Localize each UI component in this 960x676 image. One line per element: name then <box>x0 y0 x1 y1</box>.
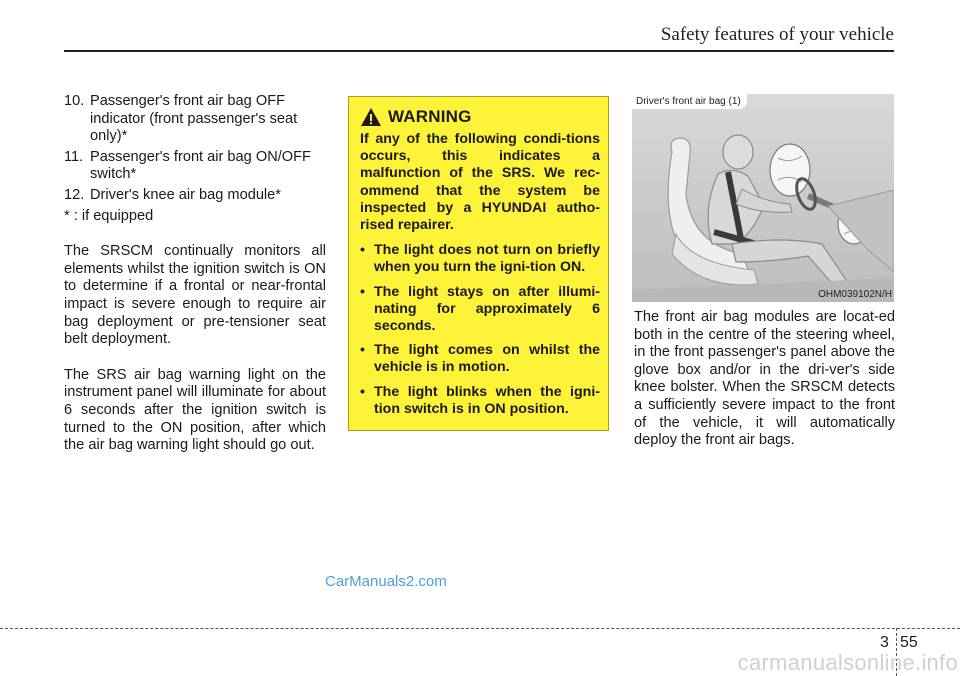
figure-caption: Driver's front air bag (1) <box>632 94 747 109</box>
list-item-number: 10. <box>64 93 85 109</box>
chapter-number: 3 <box>880 634 889 651</box>
header-title: Safety features of your vehicle <box>660 24 894 45</box>
front-airbag-paragraph: The front air bag modules are locat-ed both in the centre of the steering wheel, in the front passenger's panel above the glove box and/or in the dri-ver's side knee bolster. When the SRSCM detects a sufficiently severe impact to the front of the vehicle, it will automatically deploy the front air bags. <box>634 309 895 449</box>
left-column <box>64 93 326 455</box>
warning-list <box>360 242 600 418</box>
list-item-text: Driver's knee air bag module* <box>90 186 281 203</box>
warning-bullet: • The light blinks when the igni-tion switch is in ON position. <box>360 384 600 418</box>
footer-rule <box>0 628 960 629</box>
right-column <box>634 309 895 450</box>
warning-bullet: • The light comes on whilst the vehicle is in motion. <box>360 342 600 376</box>
list-item-number: 11. <box>64 148 84 165</box>
list-item <box>64 149 326 184</box>
header-rule <box>64 50 894 52</box>
warning-intro: If any of the following condi-tions occurs, this indicates a malfunction of the SRS. We rec-ommend that the system be inspected by a HYUNDAI autho-rised repairer. <box>360 131 600 234</box>
warning-light-paragraph: The SRS air bag warning light on the instrument panel will illuminate for about 6 seconds after the ignition switch is turned to the ON position, after which the air bag warning light should go out. <box>64 366 326 454</box>
warning-box <box>348 96 609 431</box>
warning-bullet: • The light does not turn on briefly when you turn the igni-tion ON. <box>360 242 600 276</box>
driver-airbag-drawing <box>632 94 894 302</box>
airbag-illustration <box>632 94 894 302</box>
list-item-text: Passenger's front air bag ON/OFF switch* <box>90 148 311 183</box>
list-item <box>64 187 326 205</box>
list-item-text: Passenger's front air bag OFF indicator (front passenger's seat only)* <box>90 93 298 145</box>
list-item-number: 12. <box>64 186 85 203</box>
warning-triangle-icon <box>360 107 382 127</box>
warning-bullet: • The light stays on after illumi-nating for approximately 6 seconds. <box>360 284 600 336</box>
warning-header <box>360 107 600 127</box>
warning-title: WARNING <box>388 107 472 127</box>
list-item <box>64 93 326 146</box>
footnote: * : if equipped <box>64 207 154 224</box>
srscm-paragraph: The SRSCM continually monitors all elements whilst the ignition switch is ON to determine if a frontal or near-frontal impact is severe enough to require air bag deployment or pre-tensioner seat belt deployment. <box>64 243 326 348</box>
footer-watermark: carmanualsonline.info <box>737 650 958 675</box>
watermark-link[interactable]: CarManuals2.com <box>325 573 447 590</box>
figure-code: OHM039102N/H <box>818 289 892 300</box>
page-number: 55 <box>900 634 918 651</box>
